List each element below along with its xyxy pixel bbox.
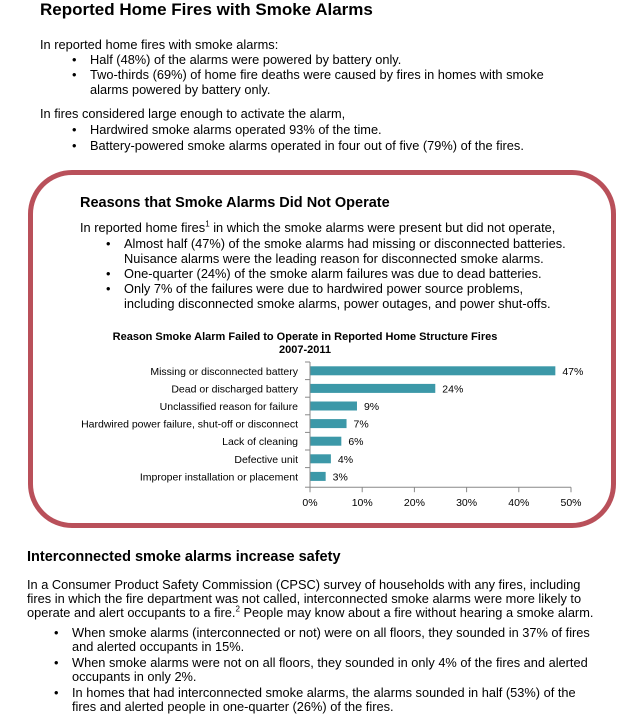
callout-lead: In reported home fires$^1$ in which the smoke alarms were present but did not operate, (80, 219, 556, 235)
bar (310, 366, 555, 375)
interconnected-bullets (52, 626, 622, 714)
page-title: Reported Home Fires with Smoke Alarms (40, 0, 373, 19)
data-label: 9% (363, 401, 380, 413)
list-item: • Half (48%) of the alarms were powered by battery only. (70, 52, 610, 67)
list-item: • Only 7% of the failures were due to hardwired power source problems, including disconnected smoke alarms, power outages, and power shut-offs. (104, 281, 604, 311)
category-label: Unclassified reason for failure (159, 401, 298, 413)
x-tick-label: 0% (302, 497, 318, 510)
data-label: 7% (353, 418, 369, 431)
list-item: • Two-thirds (69%) of home fire deaths were caused by fires in homes with smoke alarms powered by battery only. (70, 67, 610, 97)
intro-lead: In reported home fires with smoke alarms: (40, 37, 279, 52)
data-label: 24% (442, 383, 464, 396)
category-label: Dead or discharged battery (171, 383, 298, 396)
x-tick-label: 40% (508, 497, 530, 510)
list-item: • In homes that had interconnected smoke alarms, the alarms sounded in half (53%) of the fires and alerted people in one-quarter (26%) of the fires. (52, 686, 622, 714)
category-label: Hardwired power failure, shut-off or disconnect (81, 418, 298, 431)
list-item: • Almost half (47%) of the smoke alarms had missing or disconnected batteries. Nuisance alarms were the leading reason for disconnected smoke alarms. (104, 236, 604, 266)
list-item: • Hardwired smoke alarms operated 93% of the time. (70, 122, 610, 137)
bar (310, 472, 326, 481)
list-item: • When smoke alarms (interconnected or not) were on all floors, they sounded in 37% of fires and alerted occupants in 15%. (52, 626, 622, 654)
bar (310, 384, 435, 393)
bar (310, 437, 341, 446)
category-label: Defective unit (234, 453, 298, 466)
data-label: 47% (562, 365, 584, 378)
category-label: Lack of cleaning (222, 436, 298, 449)
bar (310, 402, 357, 411)
x-tick-label: 50% (560, 497, 582, 510)
interconnected-paragraph: In a Consumer Product Safety Commission (CPSC) survey of households with any fires, including fires in which the fire department was not called, interconnected smoke alarms were more likely to operate and alert occupants to a fire.$^2$ People may know about a fire without hearing a smoke alarm. (27, 577, 594, 620)
data-label: 6% (348, 436, 364, 449)
data-label: 3% (332, 471, 348, 484)
category-label: Improper installation or placement (139, 471, 298, 484)
list-item: • One-quarter (24%) of the smoke alarm failures was due to dead batteries. (104, 266, 604, 281)
list-item: • Battery-powered smoke alarms operated in four out of five (79%) of the fires. (70, 138, 610, 153)
bar (310, 454, 331, 463)
list-item: • When smoke alarms were not on all floors, they sounded in only 4% of the fires and alerted occupants in only 2%. (52, 656, 622, 684)
category-label: Missing or disconnected battery (150, 365, 298, 378)
x-tick-label: 10% (351, 497, 373, 510)
data-label: 4% (337, 453, 354, 466)
chart-title: Reason Smoke Alarm Failed to Operate in Reported Home Structure Fires 2007-2011 (112, 331, 498, 356)
callout-heading: Reasons that Smoke Alarms Did Not Operate (80, 195, 390, 211)
x-tick-label: 20% (403, 497, 425, 510)
activation-lead: In fires considered large enough to activate the alarm, (40, 106, 346, 121)
bar (310, 419, 347, 428)
x-tick-label: 30% (456, 497, 478, 510)
interconnected-heading: Interconnected smoke alarms increase safety (27, 549, 341, 565)
